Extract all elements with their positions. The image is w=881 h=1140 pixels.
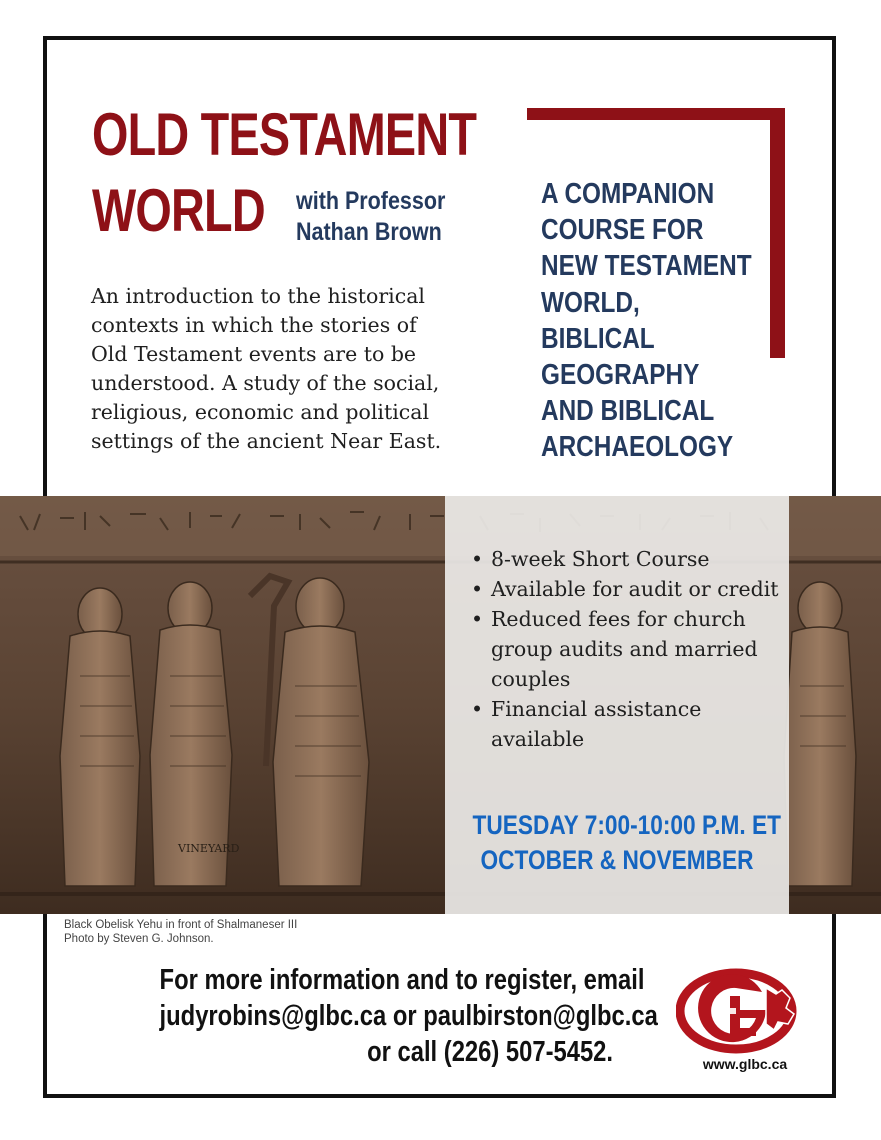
feature-item: • Reduced fees for church group audits and married couples xyxy=(470,604,780,694)
glbc-logo xyxy=(676,968,808,1054)
companion-line: ARCHAEOLOGY xyxy=(541,431,734,464)
instructor-line-2: Nathan Brown xyxy=(296,218,442,246)
instructor-name xyxy=(296,186,445,248)
companion-line: GEOGRAPHY xyxy=(541,359,700,392)
feature-item: • 8-week Short Course xyxy=(470,544,780,574)
photo-inscription: VINEYARD xyxy=(178,842,240,855)
contact-phone[interactable]: or call (226) 507-5452. xyxy=(367,1036,613,1068)
companion-line: BIBLICAL xyxy=(541,322,655,355)
feature-item: • Available for audit or credit xyxy=(470,574,780,604)
caption-line-2: Photo by Steven G. Johnson. xyxy=(64,933,214,945)
course-features-list xyxy=(470,544,780,754)
contact-line-1: For more information and to register, email xyxy=(159,964,645,996)
instructor-line-1: with Professor xyxy=(296,187,446,215)
companion-line: AND BIBLICAL xyxy=(541,395,715,428)
bracket-accent-vertical xyxy=(770,108,785,358)
contact-info xyxy=(60,962,658,1070)
companion-line: NEW TESTAMENT xyxy=(541,250,752,283)
title-line-2: WORLD xyxy=(92,177,265,244)
companion-line: COURSE FOR xyxy=(541,214,704,247)
schedule-time: TUESDAY 7:00-10:00 P.M. ET xyxy=(472,810,781,840)
title-line-1: OLD TESTAMENT xyxy=(92,101,477,168)
caption-line-1: Black Obelisk Yehu in front of Shalmaneser III xyxy=(64,919,298,931)
companion-line: WORLD, xyxy=(541,286,640,319)
photo-caption xyxy=(64,918,297,946)
companion-line: A COMPANION xyxy=(541,178,715,210)
course-description: An introduction to the historical contexts in which the stories of Old Testament events are to be understood. A study of the social, religious, economic and political settings of the ancient Near East. xyxy=(91,284,442,453)
website-url[interactable]: www.glbc.ca xyxy=(702,1056,788,1072)
contact-emails[interactable]: judyrobins@glbc.ca or paulbirston@glbc.ca xyxy=(159,1000,658,1032)
feature-item: • Financial assistance available xyxy=(470,694,780,754)
bracket-accent-horizontal xyxy=(527,108,785,120)
class-schedule xyxy=(445,808,789,878)
companion-course-text xyxy=(541,176,752,466)
schedule-months: OCTOBER & NOVEMBER xyxy=(480,845,754,875)
